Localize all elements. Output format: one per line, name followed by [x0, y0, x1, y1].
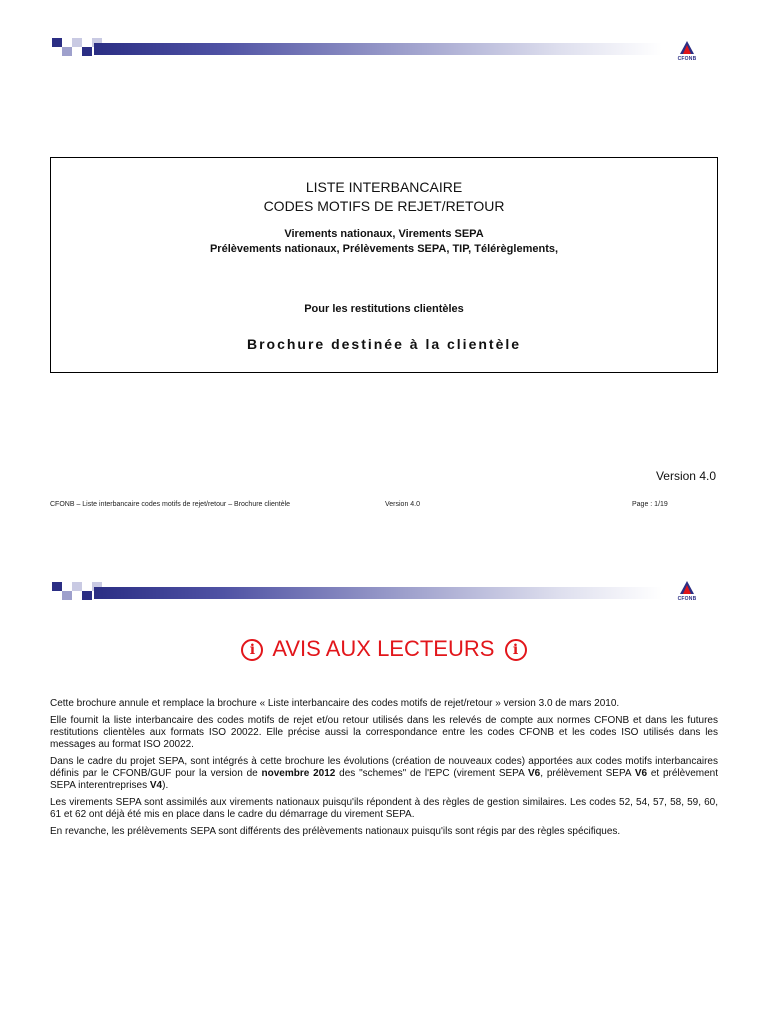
info-icon: i [505, 639, 527, 661]
subtitle-line-1: Virements nationaux, Virements SEPA [284, 228, 484, 240]
restitutions-line: Pour les restitutions clientèles [304, 303, 464, 315]
version-label: Version 4.0 [655, 469, 716, 483]
footer-left: CFONB – Liste interbancaire codes motifs de rejet/retour – Brochure clientèle [50, 501, 291, 508]
p3-text: ). [162, 780, 169, 791]
avis-title: AVIS AUX LECTEURS [272, 636, 495, 661]
brochure-line: Brochure destinée à la clientèle [246, 336, 522, 352]
footer-version: Version 4.0 [385, 501, 421, 508]
title-line-2: CODES MOTIFS DE REJET/RETOUR [263, 198, 505, 214]
paragraph-4: Les virements SEPA sont assimilés aux virements nationaux puisqu'ils répondent à des règles de gestion similaires. Les codes 52, 54, 57, 58, 59, 60, 61 et 62 ont déjà été mis en place dans le cadre du démarrage du virement SEPA. [50, 797, 718, 820]
p3-text: des "schemes" de l'EPC (virement SEPA [335, 768, 529, 779]
p3-text: , prélèvement SEPA [540, 768, 635, 779]
title-line-1: LISTE INTERBANCAIRE [305, 179, 463, 195]
paragraph-1: Cette brochure annule et remplace la brochure « Liste interbancaire des codes motifs de rejet/retour » version 3.0 de mars 2010. [50, 698, 620, 709]
paragraph-3 [50, 756, 718, 792]
p3-version: V6 [634, 768, 648, 779]
paragraph-2: Elle fournit la liste interbancaire des codes motifs de rejet et/ou retour utilisés dans les relevés de compte aux normes CFONB et dans les futures restitutions clientèles aux formats ISO 20022. Elle précise aussi la correspondance entre les codes CFONB et les codes ISO utilisés dans les messages au format ISO 20022. [50, 715, 718, 750]
header-gradient-bar [94, 43, 662, 55]
cfonb-logo [672, 580, 702, 606]
title-box [50, 157, 718, 373]
subtitle-line-2: Prélèvements nationaux, Prélèvements SEPA, TIP, Télérèglements, [209, 243, 559, 255]
p3-text: Dans le cadre du projet SEPA, sont intégrés à cette brochure les évolutions (création de nouveaux codes) apportées aux codes motifs interbancaires définis par le CFONB/GUF pour la version de [50, 756, 718, 779]
paragraph-5: En revanche, les prélèvements SEPA sont différents des prélèvements nationaux puisqu'ils sont régis par des règles spécifiques. [50, 826, 621, 837]
logo-label: CFONB [677, 596, 697, 602]
notice-body [50, 698, 718, 843]
header-band [52, 38, 662, 58]
p3-text: et prélèvement SEPA interentreprises [50, 768, 719, 791]
logo-label: CFONB [677, 56, 697, 62]
avis-heading [0, 636, 768, 662]
p3-date: novembre 2012 [261, 768, 336, 779]
p3-version: V6 [528, 768, 541, 779]
cfonb-logo [672, 40, 702, 66]
info-icon: i [241, 639, 263, 661]
footer-page: Page : 1/19 [632, 501, 668, 508]
p3-version: V4 [149, 780, 163, 791]
header-band-page-2 [52, 582, 662, 602]
header-gradient-bar [94, 587, 662, 599]
